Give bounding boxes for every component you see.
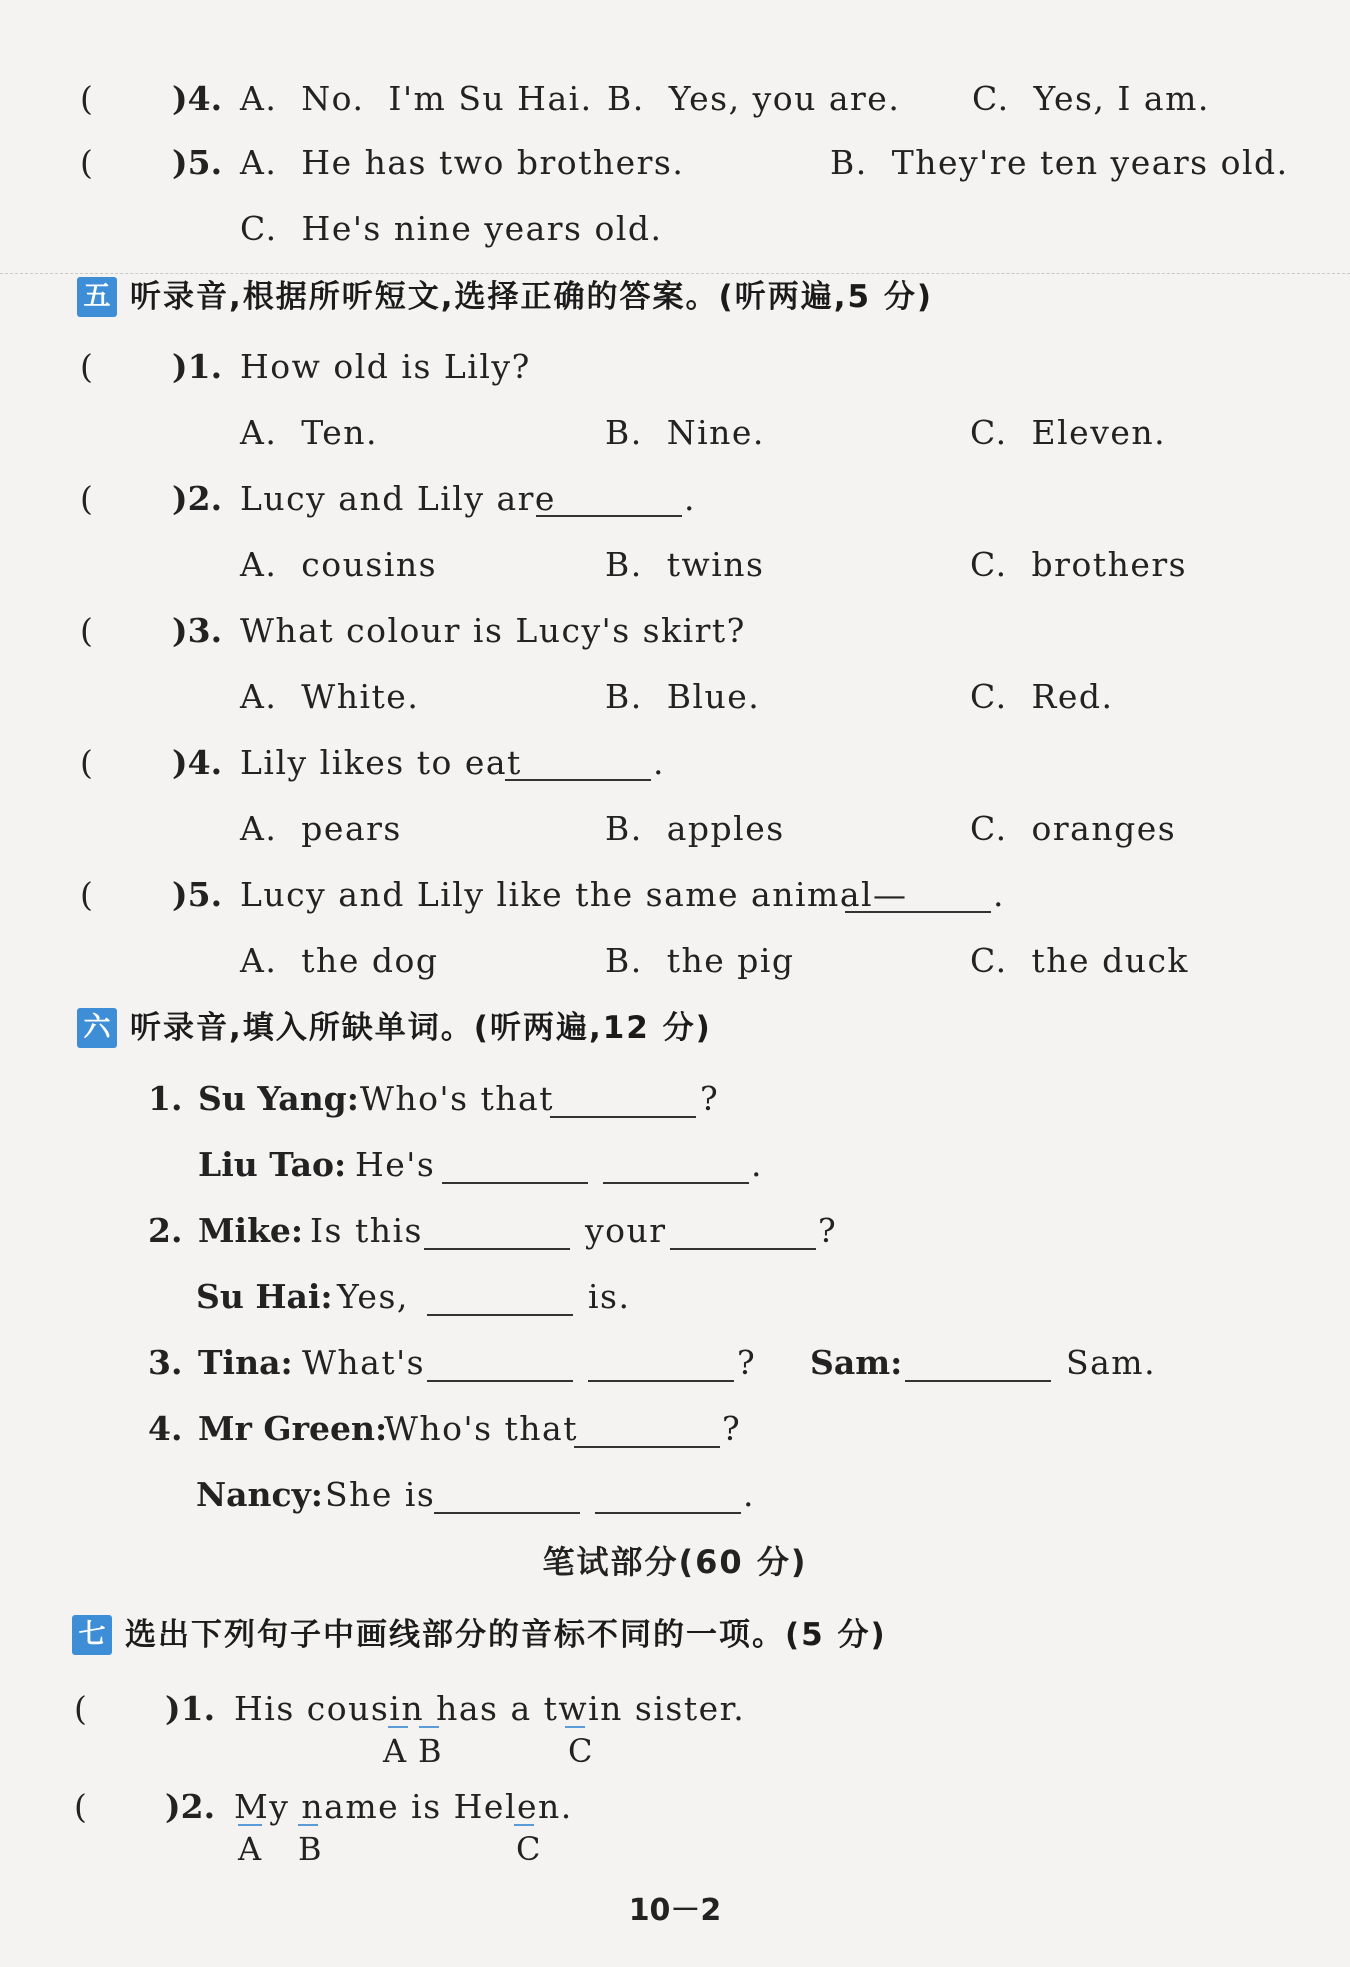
option-a: A. the dog xyxy=(240,941,439,980)
answer-paren: ( xyxy=(80,611,93,650)
question-number: )4. xyxy=(172,743,223,782)
speaker-name: Su Hai: xyxy=(196,1277,333,1316)
answer-paren: ( xyxy=(80,143,93,182)
answer-blank[interactable] xyxy=(505,778,651,781)
dialogue-text: She is xyxy=(325,1475,436,1514)
answer-paren: ( xyxy=(80,479,93,518)
option-c: C. brothers xyxy=(970,545,1188,584)
answer-blank[interactable] xyxy=(424,1247,570,1250)
dialogue-end: ? xyxy=(700,1079,720,1118)
question-stem: Lucy and Lily like the same animal— xyxy=(240,875,908,914)
option-b: B. the pig xyxy=(605,941,795,980)
speaker-name: Nancy: xyxy=(196,1475,323,1514)
section-badge: 七 xyxy=(72,1615,112,1655)
option-b: B. apples xyxy=(605,809,785,848)
option-a: A. He has two brothers. xyxy=(240,143,685,182)
stem-end: . xyxy=(993,875,1005,914)
option-letter-b: B xyxy=(298,1830,322,1868)
dialogue-text: Who's that xyxy=(360,1079,554,1118)
question-number: )3. xyxy=(172,611,223,650)
dialogue-text: What's xyxy=(302,1343,426,1382)
underline-a xyxy=(238,1823,262,1826)
answer-paren: ( xyxy=(80,347,93,386)
dialogue-text: your xyxy=(585,1211,667,1250)
speaker-name: Mike: xyxy=(198,1211,304,1250)
option-letter-c: C xyxy=(568,1732,593,1770)
speaker-name: Sam: xyxy=(810,1343,903,1382)
option-c: C. Yes, I am. xyxy=(972,79,1210,118)
section-title: 选出下列句子中画线部分的音标不同的一项。(5 分) xyxy=(125,1617,887,1653)
item-number: 3. xyxy=(148,1343,183,1382)
section-divider xyxy=(0,273,1350,274)
dialogue-end: ? xyxy=(722,1409,742,1448)
answer-blank[interactable] xyxy=(905,1379,1051,1382)
dialogue-end: ? xyxy=(818,1211,838,1250)
question-number: )1. xyxy=(172,347,223,386)
option-letter-a: A xyxy=(383,1732,407,1770)
option-letter-a: A xyxy=(238,1830,262,1868)
option-b: B. Nine. xyxy=(605,413,765,452)
item-number: 4. xyxy=(148,1409,183,1448)
section-title: 听录音,根据所听短文,选择正确的答案。(听两遍,5 分) xyxy=(130,279,934,315)
answer-blank[interactable] xyxy=(603,1181,749,1184)
option-a: A. pears xyxy=(240,809,402,848)
dialogue-text: Who's that xyxy=(384,1409,578,1448)
answer-blank[interactable] xyxy=(536,514,682,517)
dialogue-end: is. xyxy=(588,1277,631,1316)
question-number: )2. xyxy=(165,1787,216,1826)
option-b: B. twins xyxy=(605,545,765,584)
answer-blank[interactable] xyxy=(588,1379,734,1382)
section-badge: 六 xyxy=(77,1008,117,1048)
answer-blank[interactable] xyxy=(550,1115,696,1118)
underline-b xyxy=(298,1823,318,1826)
written-part-heading: 笔试部分(60 分) xyxy=(542,1543,808,1581)
question-number: )5. xyxy=(172,875,223,914)
question-stem: Lily likes to eat xyxy=(240,743,522,782)
answer-blank[interactable] xyxy=(442,1181,588,1184)
underline-c xyxy=(565,1725,585,1728)
question-number: )5. xyxy=(172,143,223,182)
section-title: 听录音,填入所缺单词。(听两遍,12 分) xyxy=(130,1010,712,1046)
answer-blank[interactable] xyxy=(427,1379,573,1382)
stem-end: . xyxy=(684,479,696,518)
stem-end: . xyxy=(653,743,665,782)
option-c: C. He's nine years old. xyxy=(240,209,663,248)
answer-paren: ( xyxy=(74,1787,87,1826)
option-b: B. Blue. xyxy=(605,677,761,716)
answer-blank[interactable] xyxy=(427,1313,573,1316)
option-letter-c: C xyxy=(516,1830,541,1868)
option-c: C. oranges xyxy=(970,809,1177,848)
dialogue-end: . xyxy=(751,1145,763,1184)
answer-blank[interactable] xyxy=(574,1445,720,1448)
answer-blank[interactable] xyxy=(434,1511,580,1514)
speaker-name: Mr Green: xyxy=(198,1409,388,1448)
option-b: B. They're ten years old. xyxy=(830,143,1289,182)
underline-b xyxy=(419,1725,439,1728)
speaker-name: Tina: xyxy=(198,1343,293,1382)
dialogue-end: . xyxy=(743,1475,755,1514)
answer-blank[interactable] xyxy=(670,1247,816,1250)
option-c: C. Red. xyxy=(970,677,1114,716)
option-a: A. cousins xyxy=(240,545,438,584)
item-number: 1. xyxy=(148,1079,183,1118)
dialogue-text: Yes, xyxy=(337,1277,409,1316)
speaker-name: Liu Tao: xyxy=(198,1145,347,1184)
option-a: A. White. xyxy=(240,677,420,716)
question-number: )2. xyxy=(172,479,223,518)
question-stem: His cousin has a twin sister. xyxy=(234,1689,746,1728)
question-number: )1. xyxy=(165,1689,216,1728)
dialogue-text: Is this xyxy=(310,1211,423,1250)
answer-blank[interactable] xyxy=(845,910,991,913)
item-number: 2. xyxy=(148,1211,183,1250)
answer-paren: ( xyxy=(80,875,93,914)
section-badge: 五 xyxy=(77,277,117,317)
option-c: C. Eleven. xyxy=(970,413,1167,452)
underline-a xyxy=(388,1725,408,1728)
option-b: B. Yes, you are. xyxy=(607,79,901,118)
dialogue-text: He's xyxy=(355,1145,436,1184)
speaker-name: Su Yang: xyxy=(198,1079,359,1118)
question-stem: My name is Helen. xyxy=(234,1787,573,1826)
answer-paren: ( xyxy=(80,79,93,118)
question-stem: What colour is Lucy's skirt? xyxy=(240,611,746,650)
option-a: A. Ten. xyxy=(240,413,379,452)
page-number: 10－2 xyxy=(628,1893,722,1928)
option-c: C. the duck xyxy=(970,941,1189,980)
option-letter-b: B xyxy=(418,1732,442,1770)
underline-c xyxy=(514,1823,534,1826)
option-a: A. No. I'm Su Hai. xyxy=(240,79,593,118)
question-number: )4. xyxy=(172,79,223,118)
question-stem: Lucy and Lily are xyxy=(240,479,556,518)
question-stem: How old is Lily? xyxy=(240,347,531,386)
answer-blank[interactable] xyxy=(595,1511,741,1514)
answer-paren: ( xyxy=(74,1689,87,1728)
answer-paren: ( xyxy=(80,743,93,782)
dialogue-end: ? xyxy=(737,1343,757,1382)
dialogue-end: Sam. xyxy=(1066,1343,1157,1382)
